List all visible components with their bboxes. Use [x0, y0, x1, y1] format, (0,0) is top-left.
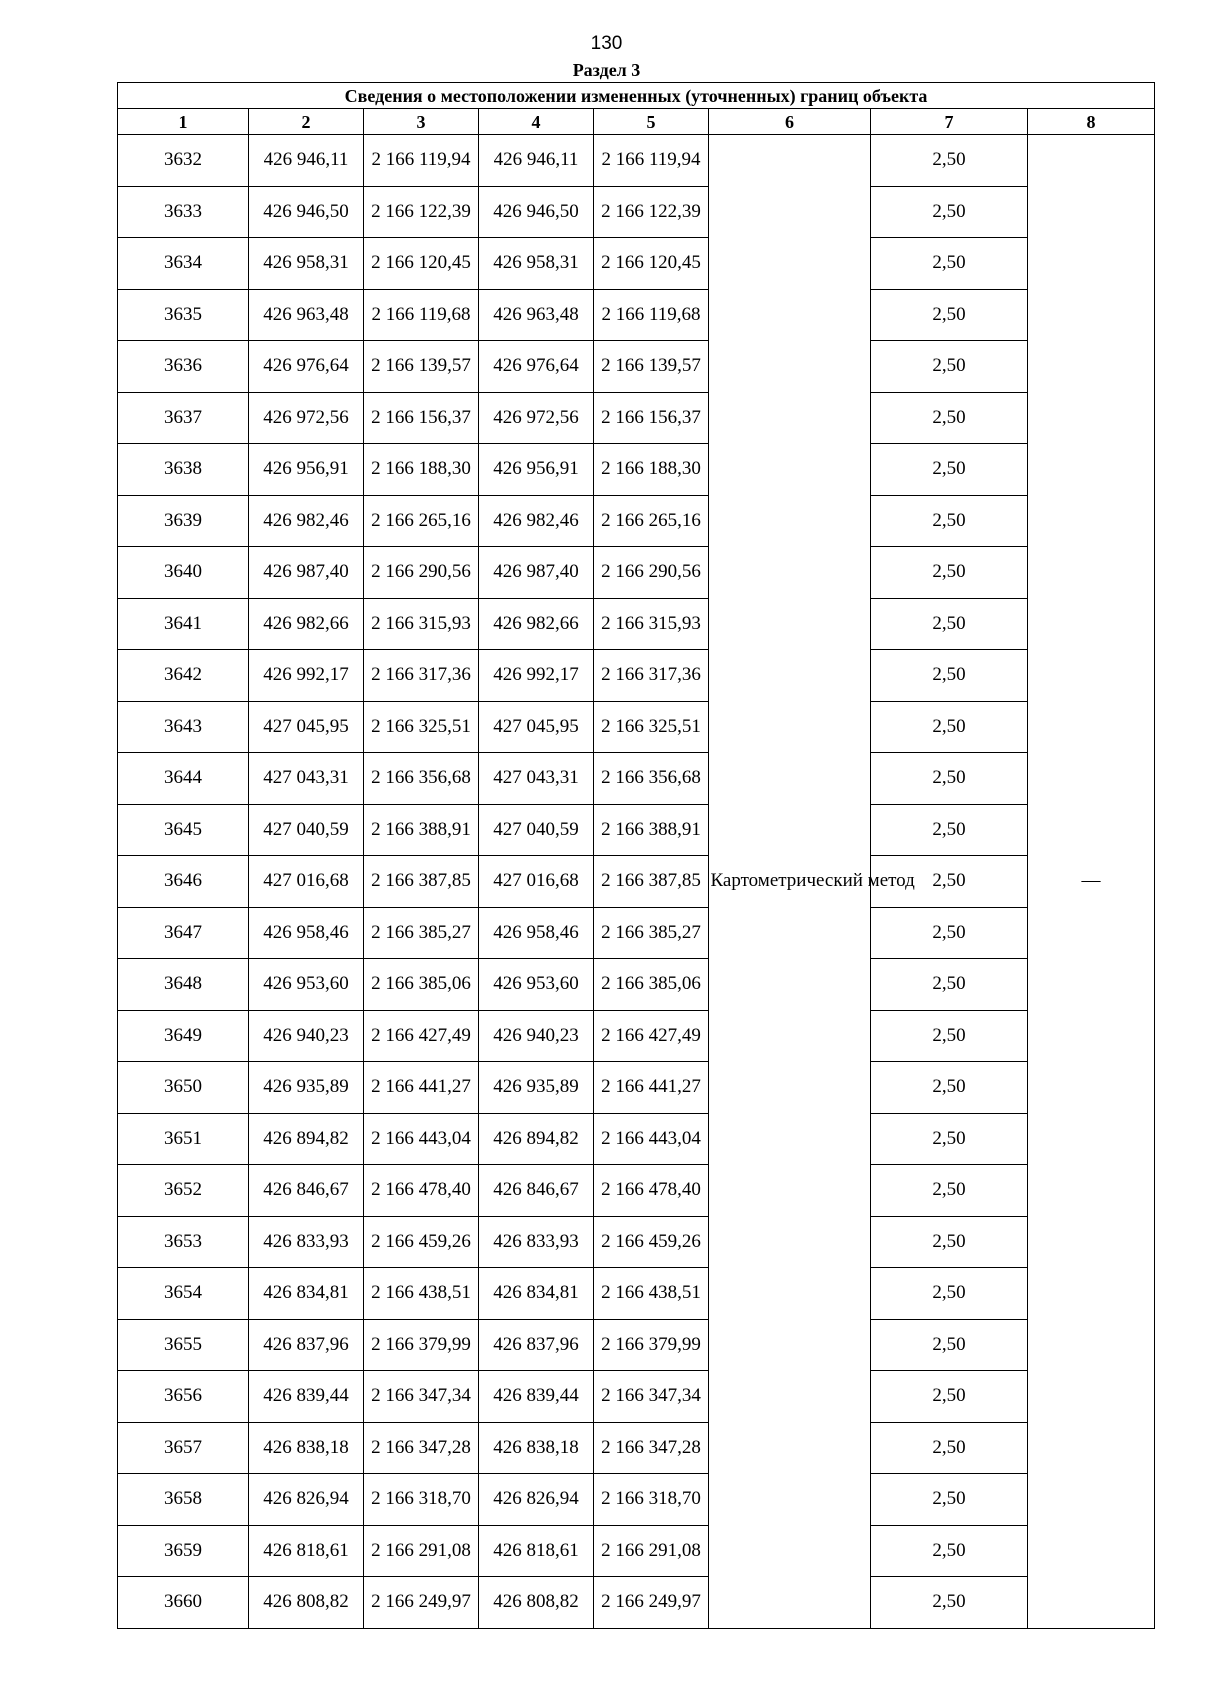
x-refined-cell: 426 958,31	[479, 238, 594, 290]
y-existing-cell: 2 166 122,39	[364, 186, 479, 238]
x-existing-cell: 426 976,64	[249, 341, 364, 393]
x-existing-cell: 426 982,66	[249, 598, 364, 650]
table-row	[118, 392, 1155, 444]
table-row	[118, 650, 1155, 702]
point-number-cell: 3649	[118, 1010, 249, 1062]
boundary-coordinates-table	[117, 82, 1155, 1629]
table-row	[118, 1165, 1155, 1217]
y-existing-cell: 2 166 385,27	[364, 907, 479, 959]
y-refined-cell: 2 166 265,16	[594, 495, 709, 547]
y-existing-cell: 2 166 388,91	[364, 804, 479, 856]
page-number: 130	[590, 33, 623, 54]
x-existing-cell: 426 953,60	[249, 959, 364, 1011]
y-refined-cell: 2 166 387,85	[594, 856, 709, 908]
y-refined-cell: 2 166 291,08	[594, 1525, 709, 1577]
table-row	[118, 1062, 1155, 1114]
precision-cell: 2,50	[871, 856, 1028, 908]
precision-cell: 2,50	[871, 444, 1028, 496]
x-existing-cell: 427 045,95	[249, 701, 364, 753]
table-row	[118, 1525, 1155, 1577]
x-existing-cell: 426 826,94	[249, 1474, 364, 1526]
x-refined-cell: 426 956,91	[479, 444, 594, 496]
x-refined-cell: 427 016,68	[479, 856, 594, 908]
x-existing-cell: 426 838,18	[249, 1422, 364, 1474]
x-refined-cell: 426 982,66	[479, 598, 594, 650]
x-refined-cell: 426 992,17	[479, 650, 594, 702]
y-refined-cell: 2 166 317,36	[594, 650, 709, 702]
point-number-cell: 3653	[118, 1216, 249, 1268]
point-number-cell: 3637	[118, 392, 249, 444]
table-row	[118, 495, 1155, 547]
column-number-4: 4	[479, 109, 594, 135]
y-existing-cell: 2 166 347,34	[364, 1371, 479, 1423]
x-refined-cell: 426 808,82	[479, 1577, 594, 1629]
y-refined-cell: 2 166 119,68	[594, 289, 709, 341]
table-body	[118, 135, 1155, 1629]
y-existing-cell: 2 166 315,93	[364, 598, 479, 650]
x-existing-cell: 426 946,50	[249, 186, 364, 238]
point-number-cell: 3652	[118, 1165, 249, 1217]
precision-cell: 2,50	[871, 1165, 1028, 1217]
y-existing-cell: 2 166 379,99	[364, 1319, 479, 1371]
point-number-cell: 3651	[118, 1113, 249, 1165]
y-existing-cell: 2 166 318,70	[364, 1474, 479, 1526]
table-row	[118, 1474, 1155, 1526]
x-existing-cell: 426 834,81	[249, 1268, 364, 1320]
precision-cell: 2,50	[871, 341, 1028, 393]
table-row	[118, 289, 1155, 341]
point-number-cell: 3642	[118, 650, 249, 702]
precision-cell: 2,50	[871, 1422, 1028, 1474]
precision-cell: 2,50	[871, 392, 1028, 444]
precision-cell: 2,50	[871, 701, 1028, 753]
precision-cell: 2,50	[871, 1319, 1028, 1371]
x-refined-cell: 426 839,44	[479, 1371, 594, 1423]
table-row	[118, 135, 1155, 187]
y-refined-cell: 2 166 347,34	[594, 1371, 709, 1423]
y-refined-cell: 2 166 438,51	[594, 1268, 709, 1320]
y-existing-cell: 2 166 387,85	[364, 856, 479, 908]
table-row	[118, 1268, 1155, 1320]
x-existing-cell: 426 818,61	[249, 1525, 364, 1577]
y-existing-cell: 2 166 427,49	[364, 1010, 479, 1062]
x-refined-cell: 427 040,59	[479, 804, 594, 856]
method-cell	[709, 135, 915, 1629]
precision-cell: 2,50	[871, 598, 1028, 650]
y-existing-cell: 2 166 325,51	[364, 701, 479, 753]
table-caption: Сведения о местоположении измененных (уточненных) границ объекта	[118, 83, 1155, 109]
x-refined-cell: 426 963,48	[479, 289, 594, 341]
y-refined-cell: 2 166 122,39	[594, 186, 709, 238]
column8-cell	[1028, 135, 1155, 1629]
y-existing-cell: 2 166 385,06	[364, 959, 479, 1011]
x-refined-cell: 426 833,93	[479, 1216, 594, 1268]
precision-cell: 2,50	[871, 907, 1028, 959]
precision-cell: 2,50	[871, 1010, 1028, 1062]
x-refined-cell: 426 953,60	[479, 959, 594, 1011]
y-existing-cell: 2 166 249,97	[364, 1577, 479, 1629]
point-number-cell: 3648	[118, 959, 249, 1011]
y-existing-cell: 2 166 438,51	[364, 1268, 479, 1320]
table-row	[118, 701, 1155, 753]
point-number-cell: 3634	[118, 238, 249, 290]
x-existing-cell: 426 992,17	[249, 650, 364, 702]
precision-cell: 2,50	[871, 1371, 1028, 1423]
y-existing-cell: 2 166 441,27	[364, 1062, 479, 1114]
x-refined-cell: 427 043,31	[479, 753, 594, 805]
x-refined-cell: 426 846,67	[479, 1165, 594, 1217]
column-number-7: 7	[871, 109, 1028, 135]
y-existing-cell: 2 166 317,36	[364, 650, 479, 702]
point-number-cell: 3632	[118, 135, 249, 187]
table-row	[118, 1319, 1155, 1371]
point-number-cell: 3640	[118, 547, 249, 599]
precision-cell: 2,50	[871, 135, 1028, 187]
y-refined-cell: 2 166 388,91	[594, 804, 709, 856]
point-number-cell: 3658	[118, 1474, 249, 1526]
y-existing-cell: 2 166 291,08	[364, 1525, 479, 1577]
point-number-cell: 3638	[118, 444, 249, 496]
table-row	[118, 444, 1155, 496]
x-existing-cell: 426 987,40	[249, 547, 364, 599]
x-refined-cell: 426 935,89	[479, 1062, 594, 1114]
point-number-cell: 3646	[118, 856, 249, 908]
table-row	[118, 1010, 1155, 1062]
precision-cell: 2,50	[871, 495, 1028, 547]
point-number-cell: 3636	[118, 341, 249, 393]
precision-cell: 2,50	[871, 1062, 1028, 1114]
y-existing-cell: 2 166 356,68	[364, 753, 479, 805]
x-existing-cell: 426 982,46	[249, 495, 364, 547]
y-refined-cell: 2 166 249,97	[594, 1577, 709, 1629]
table-row	[118, 856, 1155, 908]
y-refined-cell: 2 166 427,49	[594, 1010, 709, 1062]
x-refined-cell: 426 834,81	[479, 1268, 594, 1320]
y-refined-cell: 2 166 478,40	[594, 1165, 709, 1217]
x-refined-cell: 426 946,11	[479, 135, 594, 187]
table-row	[118, 186, 1155, 238]
point-number-cell: 3659	[118, 1525, 249, 1577]
x-refined-cell: 426 826,94	[479, 1474, 594, 1526]
y-existing-cell: 2 166 265,16	[364, 495, 479, 547]
point-number-cell: 3643	[118, 701, 249, 753]
point-number-cell: 3647	[118, 907, 249, 959]
point-number-cell: 3645	[118, 804, 249, 856]
column-number-5: 5	[594, 109, 709, 135]
x-existing-cell: 426 963,48	[249, 289, 364, 341]
precision-cell: 2,50	[871, 186, 1028, 238]
y-refined-cell: 2 166 120,45	[594, 238, 709, 290]
table-row	[118, 1113, 1155, 1165]
table-row	[118, 598, 1155, 650]
x-existing-cell: 426 956,91	[249, 444, 364, 496]
x-refined-cell: 426 958,46	[479, 907, 594, 959]
x-existing-cell: 427 040,59	[249, 804, 364, 856]
table-row	[118, 753, 1155, 805]
y-existing-cell: 2 166 443,04	[364, 1113, 479, 1165]
point-number-cell: 3655	[118, 1319, 249, 1371]
y-existing-cell: 2 166 139,57	[364, 341, 479, 393]
y-refined-cell: 2 166 347,28	[594, 1422, 709, 1474]
y-existing-cell: 2 166 119,68	[364, 289, 479, 341]
x-refined-cell: 426 972,56	[479, 392, 594, 444]
y-refined-cell: 2 166 325,51	[594, 701, 709, 753]
y-refined-cell: 2 166 315,93	[594, 598, 709, 650]
precision-cell: 2,50	[871, 238, 1028, 290]
table-row	[118, 804, 1155, 856]
y-refined-cell: 2 166 318,70	[594, 1474, 709, 1526]
y-existing-cell: 2 166 290,56	[364, 547, 479, 599]
x-existing-cell: 426 972,56	[249, 392, 364, 444]
y-existing-cell: 2 166 188,30	[364, 444, 479, 496]
y-refined-cell: 2 166 385,06	[594, 959, 709, 1011]
point-number-cell: 3654	[118, 1268, 249, 1320]
precision-cell: 2,50	[871, 1525, 1028, 1577]
table-row	[118, 341, 1155, 393]
table-row	[118, 959, 1155, 1011]
x-refined-cell: 426 946,50	[479, 186, 594, 238]
precision-cell: 2,50	[871, 1113, 1028, 1165]
y-refined-cell: 2 166 379,99	[594, 1319, 709, 1371]
precision-cell: 2,50	[871, 289, 1028, 341]
section-title: Раздел 3	[572, 60, 641, 80]
y-refined-cell: 2 166 156,37	[594, 392, 709, 444]
x-refined-cell: 426 894,82	[479, 1113, 594, 1165]
x-existing-cell: 426 946,11	[249, 135, 364, 187]
x-existing-cell: 426 837,96	[249, 1319, 364, 1371]
y-existing-cell: 2 166 347,28	[364, 1422, 479, 1474]
y-existing-cell: 2 166 119,94	[364, 135, 479, 187]
table-row	[118, 907, 1155, 959]
y-refined-cell: 2 166 119,94	[594, 135, 709, 187]
x-refined-cell: 426 838,18	[479, 1422, 594, 1474]
precision-cell: 2,50	[871, 804, 1028, 856]
point-number-cell: 3660	[118, 1577, 249, 1629]
y-existing-cell: 2 166 120,45	[364, 238, 479, 290]
method-text: Картометрический метод	[710, 870, 915, 892]
column-number-8: 8	[1028, 109, 1155, 135]
y-refined-cell: 2 166 443,04	[594, 1113, 709, 1165]
table-row	[118, 1371, 1155, 1423]
table-row	[118, 238, 1155, 290]
x-existing-cell: 426 833,93	[249, 1216, 364, 1268]
y-existing-cell: 2 166 156,37	[364, 392, 479, 444]
precision-cell: 2,50	[871, 1577, 1028, 1629]
y-existing-cell: 2 166 478,40	[364, 1165, 479, 1217]
point-number-cell: 3633	[118, 186, 249, 238]
x-existing-cell: 426 958,46	[249, 907, 364, 959]
x-existing-cell: 426 839,44	[249, 1371, 364, 1423]
column8-dash: —	[1081, 870, 1101, 892]
point-number-cell: 3644	[118, 753, 249, 805]
y-refined-cell: 2 166 356,68	[594, 753, 709, 805]
x-refined-cell: 426 976,64	[479, 341, 594, 393]
x-refined-cell: 426 987,40	[479, 547, 594, 599]
y-refined-cell: 2 166 459,26	[594, 1216, 709, 1268]
precision-cell: 2,50	[871, 959, 1028, 1011]
table-row	[118, 1216, 1155, 1268]
x-existing-cell: 427 043,31	[249, 753, 364, 805]
y-refined-cell: 2 166 290,56	[594, 547, 709, 599]
column-number-3: 3	[364, 109, 479, 135]
y-existing-cell: 2 166 459,26	[364, 1216, 479, 1268]
x-refined-cell: 426 837,96	[479, 1319, 594, 1371]
x-existing-cell: 427 016,68	[249, 856, 364, 908]
x-refined-cell: 427 045,95	[479, 701, 594, 753]
point-number-cell: 3635	[118, 289, 249, 341]
precision-cell: 2,50	[871, 1268, 1028, 1320]
table-row	[118, 1422, 1155, 1474]
column-number-row	[118, 109, 1155, 135]
x-existing-cell: 426 940,23	[249, 1010, 364, 1062]
column-number-1: 1	[118, 109, 249, 135]
column-number-2: 2	[249, 109, 364, 135]
x-existing-cell: 426 808,82	[249, 1577, 364, 1629]
point-number-cell: 3639	[118, 495, 249, 547]
precision-cell: 2,50	[871, 753, 1028, 805]
x-existing-cell: 426 846,67	[249, 1165, 364, 1217]
precision-cell: 2,50	[871, 1474, 1028, 1526]
x-refined-cell: 426 940,23	[479, 1010, 594, 1062]
point-number-cell: 3650	[118, 1062, 249, 1114]
x-refined-cell: 426 982,46	[479, 495, 594, 547]
precision-cell: 2,50	[871, 650, 1028, 702]
column-number-6: 6	[709, 109, 871, 135]
table-row	[118, 547, 1155, 599]
y-refined-cell: 2 166 139,57	[594, 341, 709, 393]
point-number-cell: 3657	[118, 1422, 249, 1474]
table-row	[118, 1577, 1155, 1629]
y-refined-cell: 2 166 441,27	[594, 1062, 709, 1114]
x-existing-cell: 426 958,31	[249, 238, 364, 290]
y-refined-cell: 2 166 188,30	[594, 444, 709, 496]
y-refined-cell: 2 166 385,27	[594, 907, 709, 959]
x-refined-cell: 426 818,61	[479, 1525, 594, 1577]
precision-cell: 2,50	[871, 1216, 1028, 1268]
precision-cell: 2,50	[871, 547, 1028, 599]
point-number-cell: 3656	[118, 1371, 249, 1423]
x-existing-cell: 426 894,82	[249, 1113, 364, 1165]
point-number-cell: 3641	[118, 598, 249, 650]
x-existing-cell: 426 935,89	[249, 1062, 364, 1114]
